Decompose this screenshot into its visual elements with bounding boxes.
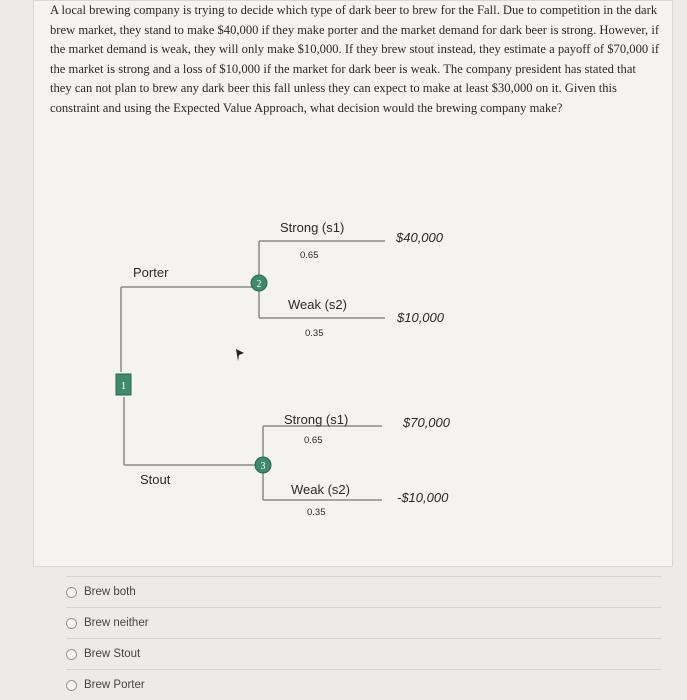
option-label: Brew Porter [84,679,145,691]
option-brew-porter[interactable] [66,669,661,700]
option-brew-both[interactable] [66,576,661,607]
stout-weak-payoff: -$10,000 [397,490,449,505]
decision-node-1-label: 1 [120,380,127,392]
stout-strong-payoff: $70,000 [403,415,450,430]
porter-strong-payoff: $40,000 [396,230,443,245]
question-text: A local brewing company is trying to decide which type of dark beer to brew for the Fall. Due to competition in the dark brew market, they stand to make $40,000 if they make porter and the market demand for dark beer is strong. However, if the market demand is weak, they will only make $10,000. If they brew stout instead, they estimate a payoff of $70,000 if the market is strong and a loss of $10,000 if the market for dark beer is weak. The company president has stated that they can not plan to brew any dark beer this fall unless they can expect to make at least $30,000 on it. Given this constraint and using the Expected Value Approach, what decision would the brewing company make? [50,3,660,115]
porter-weak-payoff: $10,000 [397,310,444,325]
option-brew-stout[interactable] [66,638,661,669]
chance-node-3-label: 3 [260,461,266,472]
porter-strong-label: Strong (s1) [280,220,345,235]
stout-strong-prob: 0.65 [304,435,323,446]
radio-circle-icon[interactable] [66,680,77,691]
stout-weak-prob: 0.35 [307,507,326,518]
porter-strong-prob: 0.65 [300,250,319,261]
porter-weak-label: Weak (s2) [288,297,347,312]
stout-label: Stout [140,472,171,487]
option-label: Brew Stout [84,648,141,660]
radio-circle-icon[interactable] [66,649,77,660]
option-brew-neither[interactable] [66,607,661,638]
radio-circle-icon[interactable] [66,618,77,629]
porter-weak-prob: 0.35 [305,328,324,339]
option-label: Brew neither [84,617,149,629]
stout-strong-label: Strong (s1) [284,412,349,427]
stout-weak-label: Weak (s2) [291,482,350,497]
option-label: Brew both [84,586,136,598]
chance-node-2-label: 2 [256,279,262,290]
porter-label: Porter [133,265,169,280]
mouse-cursor-icon [236,349,244,361]
radio-circle-icon[interactable] [66,587,77,598]
